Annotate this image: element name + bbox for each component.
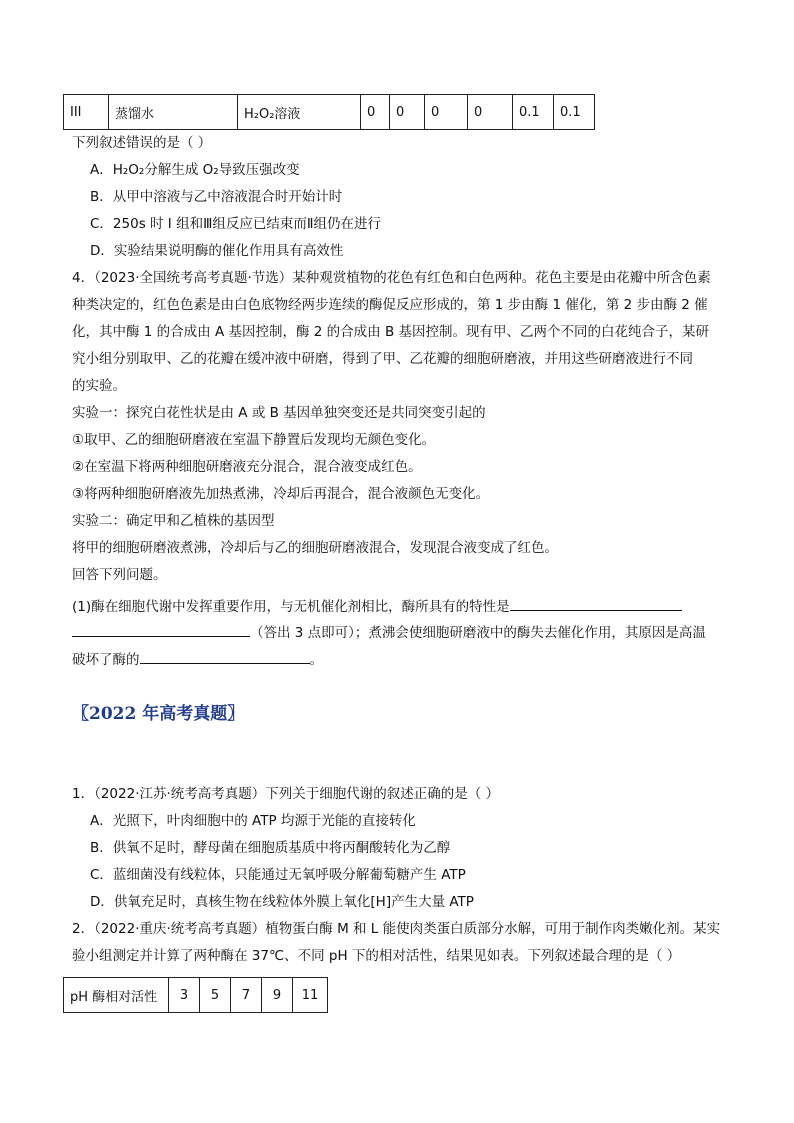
answer-blank[interactable]	[72, 622, 250, 637]
option-d: D．实验结果说明酶的催化作用具有高效性	[90, 243, 344, 259]
table-cell: 0	[425, 95, 468, 130]
question-line: 化，其中酶 1 的合成由 A 基因控制，酶 2 的合成由 B 基因控制。现有甲、乙两个不同的白花纯合子，某研	[72, 324, 710, 340]
question-line: 验小组测定并计算了两种酶在 37℃、不同 pH 下的相对活性，结果见如表。下列叙述最合理的是（ ）	[72, 948, 681, 964]
option-a: A．H₂O₂分解生成 O₂导致压强改变	[90, 162, 300, 178]
sub-question-text: 。	[309, 652, 323, 668]
enzyme-experiment-table	[63, 94, 595, 130]
question-stem: 1．（2022·江苏·统考高考真题）下列关于细胞代谢的叙述正确的是（ ）	[72, 786, 500, 802]
table-header-cell: 3	[169, 978, 200, 1013]
answer-blank[interactable]	[140, 649, 310, 664]
question-line: 种类决定的，红色色素是由白色底物经两步连续的酶促反应形成的，第 1 步由酶 1 催化，第 2 步由酶 2 催	[72, 297, 708, 313]
sub-question-line	[72, 622, 706, 643]
table-header-cell: 11	[293, 978, 328, 1013]
table-cell: H₂O₂溶液	[238, 95, 361, 130]
table-row	[64, 978, 328, 1013]
question-line: 实验二：确定甲和乙植株的基因型	[72, 513, 275, 529]
sub-question-text: 破坏了酶的	[72, 652, 140, 668]
question-stem: 下列叙述错误的是（ ）	[72, 135, 212, 151]
sub-question-line	[72, 649, 323, 670]
table-row	[64, 95, 595, 130]
option-b: B．供氧不足时，酵母菌在细胞质基质中将丙酮酸转化为乙醇	[90, 840, 451, 856]
question-line: 回答下列问题。	[72, 567, 167, 583]
question-line: 的实验。	[72, 378, 126, 394]
option-b: B．从甲中溶液与乙中溶液混合时开始计时	[90, 189, 343, 205]
table-header-cell: pH 酶相对活性	[64, 978, 169, 1013]
table-cell: 0.1	[554, 95, 595, 130]
option-c: C．蓝细菌没有线粒体，只能通过无氧呼吸分解葡萄糖产生 ATP	[90, 867, 466, 883]
table-cell: 0.1	[513, 95, 554, 130]
question-line: ③将两种细胞研磨液先加热煮沸，冷却后再混合，混合液颜色无变化。	[72, 486, 490, 502]
table-header-cell: 9	[262, 978, 293, 1013]
question-line: 2．（2022·重庆·统考高考真题）植物蛋白酶 M 和 L 能使肉类蛋白质部分水解，可用于制作肉类嫩化剂。某实	[72, 921, 721, 937]
question-line: 究小组分别取甲、乙的花瓣在缓冲液中研磨，得到了甲、乙花瓣的细胞研磨液，并用这些研磨液进行不同	[72, 351, 693, 367]
question-line: 将甲的细胞研磨液煮沸，冷却后与乙的细胞研磨液混合，发现混合液变成了红色。	[72, 540, 558, 556]
question-line: 实验一：探究白花性状是由 A 或 B 基因单独突变还是共同突变引起的	[72, 405, 486, 421]
table-cell: 蒸馏水	[109, 95, 238, 130]
sub-question-text: （答出 3 点即可）；煮沸会使细胞研磨液中的酶失去催化作用，其原因是高温	[250, 625, 706, 641]
answer-blank[interactable]	[510, 596, 682, 611]
section-heading: 〖2022 年高考真题〗	[72, 704, 245, 724]
table-header-cell: 5	[200, 978, 231, 1013]
question-line: ①取甲、乙的细胞研磨液在室温下静置后发现均无颜色变化。	[72, 432, 436, 448]
option-c: C．250s 时 I 组和Ⅲ组反应已结束而Ⅱ组仍在进行	[90, 216, 382, 232]
table-cell: 0	[361, 95, 390, 130]
table-header-cell: 7	[231, 978, 262, 1013]
question-line: 4．（2023·全国统考高考真题·节选）某种观赏植物的花色有红色和白色两种。花色主要是由花瓣中所含色素	[72, 270, 711, 286]
table-cell: 0	[390, 95, 425, 130]
sub-question-text: (1)酶在细胞代谢中发挥重要作用，与无机催化剂相比，酶所具有的特性是	[72, 599, 510, 615]
table-cell: 0	[468, 95, 513, 130]
option-d: D．供氧充足时，真核生物在线粒体外膜上氧化[H]产生大量 ATP	[90, 894, 474, 910]
sub-question-line	[72, 596, 682, 617]
table-cell: III	[64, 95, 109, 130]
question-line: ②在室温下将两种细胞研磨液充分混合，混合液变成红色。	[72, 459, 422, 475]
ph-activity-table	[63, 977, 328, 1013]
option-a: A．光照下，叶肉细胞中的 ATP 均源于光能的直接转化	[90, 813, 416, 829]
